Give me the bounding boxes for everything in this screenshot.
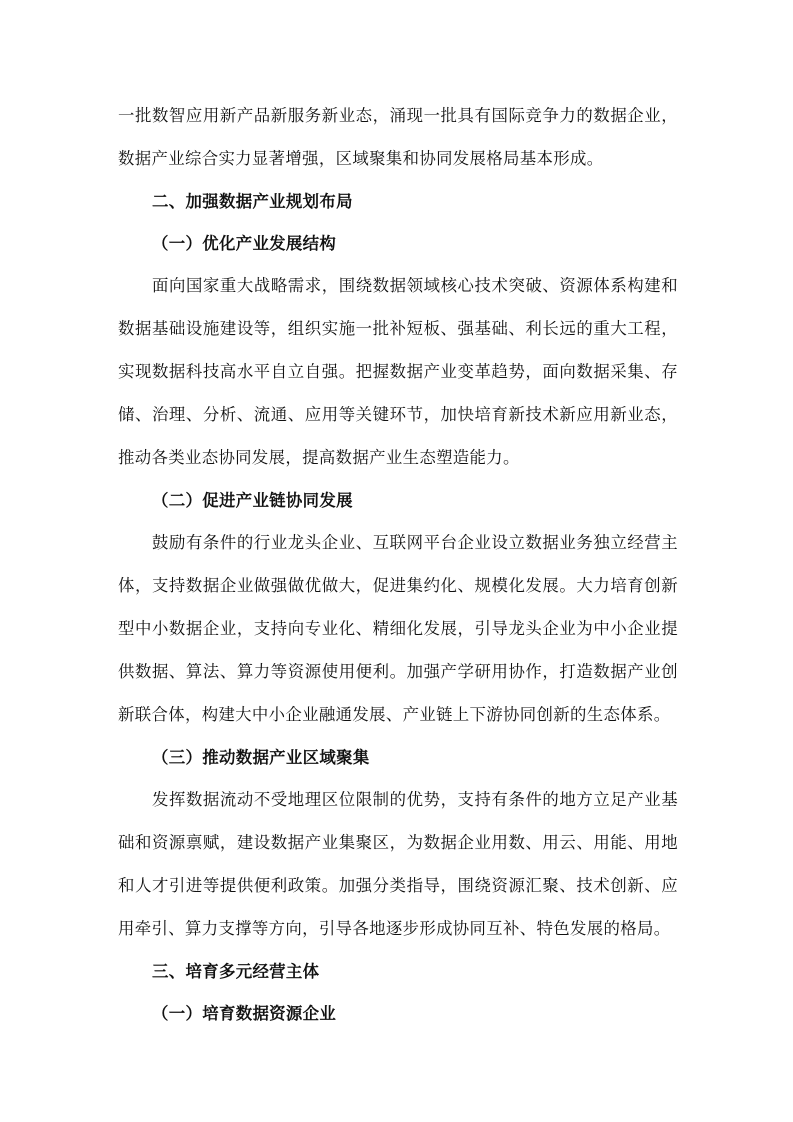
subsection-heading: （一）优化产业发展结构 (152, 234, 337, 253)
paragraph-line: 新联合体，构建大中小企业融通发展、产业链上下游协同创新的生态体系。 (118, 705, 671, 724)
paragraph-line: 储、治理、分析、流通、应用等关键环节，加快培育新技术新应用新业态， (118, 405, 678, 424)
paragraph-line: 数据产业综合实力显著增强，区域聚集和协同发展格局基本形成。 (118, 149, 604, 168)
paragraph-line: 础和资源禀赋，建设数据产业集聚区，为数据企业用数、用云、用能、用地 (118, 833, 678, 852)
paragraph-line: 供数据、算法、算力等资源使用便利。加强产学研用协作，打造数据产业创 (118, 662, 678, 681)
paragraph-line: 实现数据科技高水平自立自强。把握数据产业变革趋势，面向数据采集、存 (118, 362, 678, 381)
section-heading: 二、加强数据产业规划布局 (152, 192, 353, 211)
paragraph-line: 发挥数据流动不受地理区位限制的优势，支持有条件的地方立足产业基 (152, 790, 678, 809)
paragraph-line: 型中小数据企业，支持向专业化、精细化发展，引导龙头企业为中小企业提 (118, 619, 678, 638)
subsection-heading: （二）促进产业链协同发展 (152, 491, 353, 510)
paragraph-line: 鼓励有条件的行业龙头企业、互联网平台企业设立数据业务独立经营主 (152, 533, 678, 552)
subsection-heading: （一）培育数据资源企业 (152, 1004, 337, 1023)
paragraph-line: 一批数智应用新产品新服务新业态，涌现一批具有国际竞争力的数据企业， (118, 106, 678, 125)
paragraph-line: 数据基础设施建设等，组织实施一批补短板、强基础、利长远的重大工程， (118, 319, 678, 338)
paragraph-line: 和人才引进等提供便利政策。加强分类指导，围绕资源汇聚、技术创新、应 (118, 876, 678, 895)
paragraph-line: 面向国家重大战略需求，围绕数据领域核心技术突破、资源体系构建和 (152, 276, 678, 295)
subsection-heading: （三）推动数据产业区域聚集 (152, 748, 370, 767)
paragraph-line: 推动各类业态协同发展，提高数据产业生态塑造能力。 (118, 448, 520, 467)
paragraph-line: 用牵引、算力支撑等方向，引导各地逐步形成协同互补、特色发展的格局。 (118, 919, 671, 938)
section-heading: 三、培育多元经营主体 (152, 962, 320, 981)
paragraph-line: 体，支持数据企业做强做优做大，促进集约化、规模化发展。大力培育创新 (118, 576, 678, 595)
